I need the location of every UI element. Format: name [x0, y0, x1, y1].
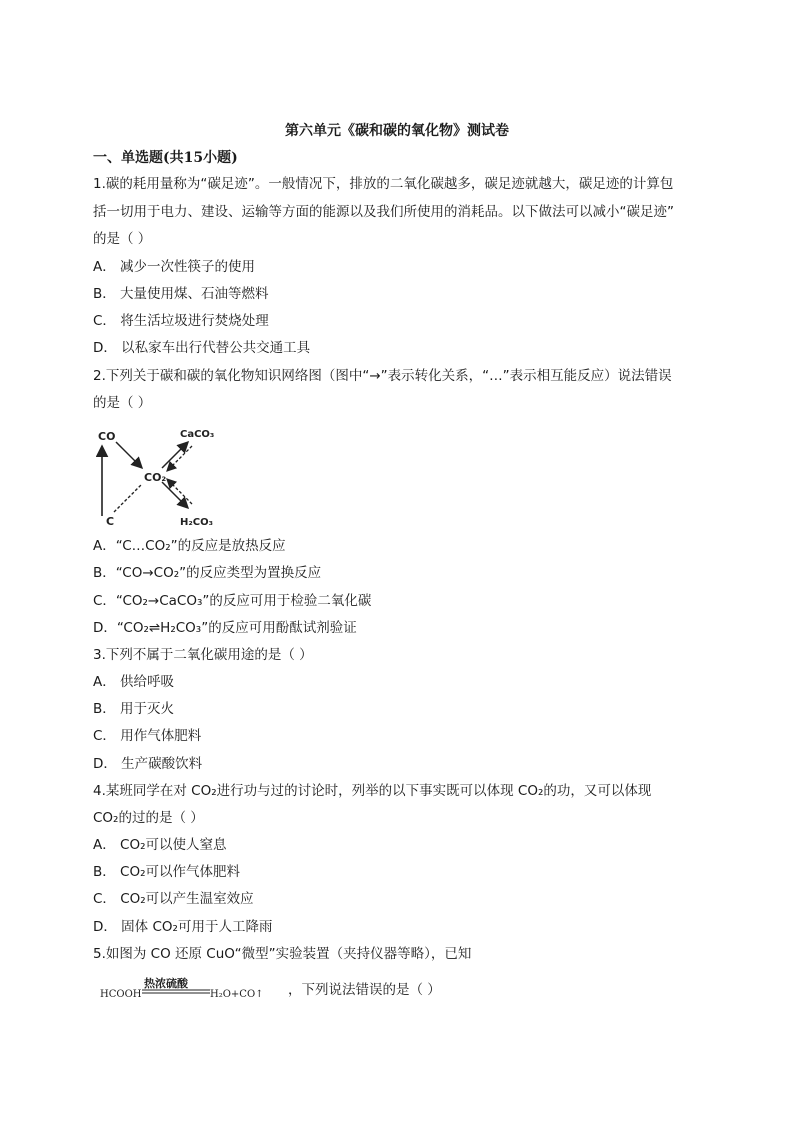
- equation-condition: 热浓硫酸: [144, 977, 188, 990]
- arrow-co2-to-caco3: [162, 442, 188, 468]
- section-heading: 一、单选题(共15小题): [93, 150, 238, 166]
- q4-option-b: B． CO₂可以作气体肥料: [93, 864, 241, 880]
- diagram-label-caco3: CaCO₃: [180, 429, 215, 440]
- diagram-label-h2co3: H₂CO₃: [180, 517, 213, 528]
- diagram-label-c: C: [106, 515, 115, 528]
- q4-stem-line2: CO₂的过的是（ ）: [93, 810, 204, 826]
- dotted-c-co2: [114, 484, 142, 512]
- equation-reactant: HCOOH: [100, 989, 142, 1000]
- q4-option-d: D． 固体 CO₂可用于人工降雨: [93, 919, 273, 935]
- q2-option-a: A．“C…CO₂”的反应是放热反应: [93, 538, 286, 554]
- diagram-label-co: CO: [98, 430, 116, 443]
- diagram-label-co2: CO₂: [144, 471, 167, 484]
- q5-stem-line2: ，下列说法错误的是（ ）: [288, 982, 441, 998]
- q3-option-a: A． 供给呼吸: [93, 674, 175, 690]
- q2-option-d: D．“CO₂⇌H₂CO₃”的反应可用酚酞试剂验证: [93, 620, 357, 636]
- q2-option-c: C．“CO₂→CaCO₃”的反应可用于检验二氧化碳: [93, 593, 372, 609]
- q1-option-b: B． 大量使用煤、石油等燃料: [93, 286, 269, 302]
- page-title: 第六单元《碳和碳的氧化物》测试卷: [285, 123, 509, 139]
- q1-stem-line2: 括一切用于电力、建设、运输等方面的能源以及我们所使用的消耗品。以下做法可以减小“碳足迹”: [93, 204, 674, 220]
- q3-option-b: B． 用于灭火: [93, 701, 175, 717]
- q1-stem-line3: 的是（ ）: [93, 231, 152, 247]
- q2-stem-line2: 的是（ ）: [93, 395, 152, 411]
- q5-stem-line1: 5.如图为 CO 还原 CuO“微型”实验装置（夹持仪器等略），已知: [93, 946, 472, 962]
- q4-option-a: A． CO₂可以使人窒息: [93, 837, 227, 853]
- q1-option-c: C． 将生活垃圾进行焚烧处理: [93, 313, 269, 329]
- q1-stem-line1: 1.碳的耗用量称为“碳足迹”。一般情况下，排放的二氧化碳越多，碳足迹就越大，碳足迹的计算包: [93, 176, 674, 192]
- q3-stem: 3.下列不属于二氧化碳用途的是（ ）: [93, 647, 313, 663]
- carbon-network-diagram: [96, 424, 226, 532]
- q1-option-d: D． 以私家车出行代替公共交通工具: [93, 340, 311, 356]
- arrow-co2-to-h2co3: [162, 482, 188, 508]
- q2-option-b: B．“CO→CO₂”的反应类型为置换反应: [93, 565, 322, 581]
- equation-products: H₂O+CO↑: [210, 989, 264, 1000]
- q4-stem-line1: 4.某班同学在对 CO₂进行功与过的讨论时，列举的以下事实既可以体现 CO₂的功，又可以体现: [93, 783, 652, 799]
- q4-option-c: C． CO₂可以产生温室效应: [93, 891, 254, 907]
- q3-option-c: C． 用作气体肥料: [93, 728, 202, 744]
- chemical-equation: [100, 976, 280, 1002]
- q2-stem-line1: 2.下列关于碳和碳的氧化物知识网络图（图中“→”表示转化关系，“…”表示相互能反应）说法错误: [93, 368, 672, 384]
- arrow-co-to-co2: [116, 442, 142, 468]
- q1-option-a: A． 减少一次性筷子的使用: [93, 259, 256, 275]
- q3-option-d: D． 生产碳酸饮料: [93, 756, 203, 772]
